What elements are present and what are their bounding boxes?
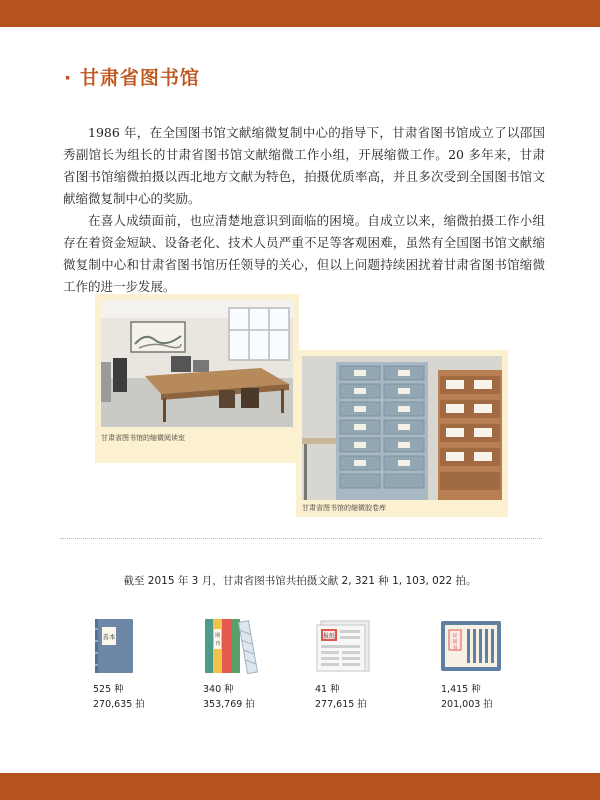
stat-items: 525 种 bbox=[93, 684, 124, 695]
stat-items: 41 种 bbox=[315, 684, 340, 695]
svg-text:期: 期 bbox=[214, 633, 221, 639]
ancient-book-icon bbox=[93, 617, 155, 675]
microfilm-storage-caption: 甘肃省图书馆的缩微胶卷库 bbox=[302, 504, 386, 512]
stat-periodicals bbox=[203, 682, 255, 712]
paragraph-history: 1986 年，在全国图书馆文献缩微复制中心的指导下，甘肃省图书馆成立了以邵国秀副馆长为组长的甘肃省图书馆文献缩微工作小组，开展缩微工作。20 多年来，甘肃省图书馆缩微拍摄以西北地方文献为特色，拍摄优质率高，并且多次受到全国图书馆文献缩微复制中心的奖励。 bbox=[63, 125, 545, 206]
photo-card-microfilm-storage bbox=[296, 350, 508, 517]
newspaper-icon bbox=[315, 617, 377, 675]
stat-items: 340 种 bbox=[203, 684, 234, 695]
stat-frames: 201,003 拍 bbox=[441, 699, 493, 710]
section-title: · 甘肃省图书馆 bbox=[64, 67, 200, 89]
dotted-divider bbox=[60, 538, 542, 539]
ancient-book-icon-label: 善本 bbox=[102, 633, 116, 641]
stat-frames: 353,769 拍 bbox=[203, 699, 255, 710]
stat-frames: 270,635 拍 bbox=[93, 699, 145, 710]
top-color-bar bbox=[0, 0, 600, 27]
reading-room-photo bbox=[101, 300, 293, 427]
republic-era-book-icon bbox=[439, 617, 501, 675]
stats-summary: 截至 2015 年 3 月，甘肃省图书馆共拍摄文献 2, 321 种 1, 103, 022 拍。 bbox=[123, 575, 477, 587]
stat-items: 1,415 种 bbox=[441, 684, 481, 695]
svg-text:书: 书 bbox=[452, 646, 458, 651]
stat-ancient-books bbox=[93, 682, 145, 712]
microfilm-storage-photo bbox=[302, 356, 502, 500]
svg-text:国: 国 bbox=[452, 640, 458, 645]
paragraph-challenges: 在喜人成绩面前，也应清楚地意识到面临的困境。自成立以来，缩微拍摄工作小组存在着资金短缺、设备老化、技术人员严重不足等客观困难，虽然有全国图书馆文献缩微复制中心和甘肃省图书馆历任领导的关心，但以上问题持续困扰着甘肃省图书馆缩微工作的进一步发展。 bbox=[63, 213, 545, 294]
newspaper-icon-label: 报纸 bbox=[322, 633, 336, 640]
stat-newspapers bbox=[315, 682, 367, 712]
svg-text:民: 民 bbox=[452, 634, 458, 639]
stat-republic-books bbox=[441, 682, 493, 712]
photo-card-reading-room bbox=[95, 294, 299, 463]
stat-frames: 277,615 拍 bbox=[315, 699, 367, 710]
reading-room-caption: 甘肃省图书馆的缩微阅读室 bbox=[101, 434, 185, 442]
svg-text:刊: 刊 bbox=[214, 641, 221, 647]
bottom-color-bar bbox=[0, 773, 600, 800]
periodicals-icon bbox=[203, 617, 265, 675]
